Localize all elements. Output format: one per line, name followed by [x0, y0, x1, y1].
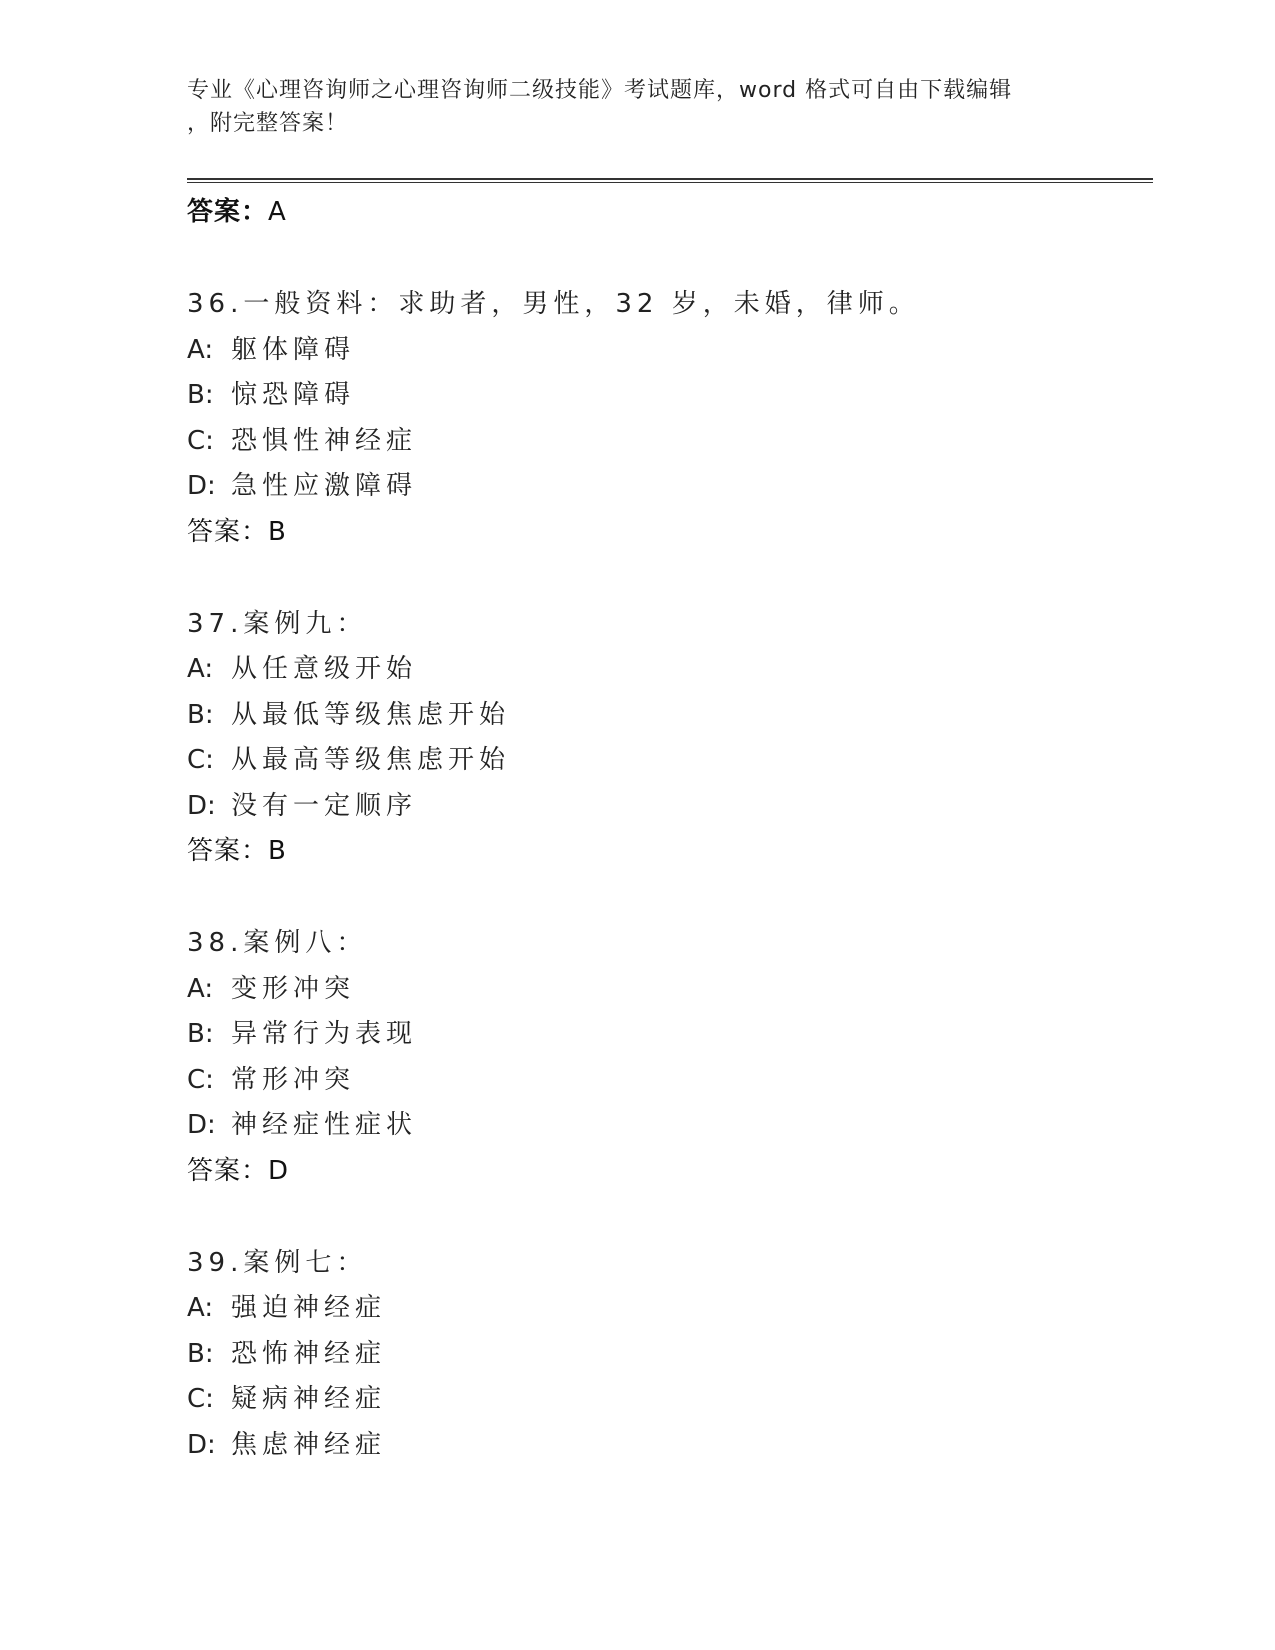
answer-line: 答案：B	[187, 516, 287, 547]
option-text: 恐惧性神经症	[231, 425, 418, 456]
document-header	[187, 74, 1087, 140]
option-text: 变形冲突	[231, 973, 356, 1004]
answer-value: A	[268, 197, 287, 227]
answer-line: 答案：D	[187, 1155, 290, 1186]
option-label: C:	[187, 425, 214, 456]
option-text: 恐怖神经症	[231, 1338, 387, 1369]
question-item	[187, 1241, 1137, 1469]
option-b	[187, 1332, 1137, 1378]
option-c	[187, 738, 1137, 784]
option-label: D:	[187, 471, 216, 501]
answer-line: 答案：B	[187, 836, 287, 866]
answer-line	[187, 190, 1137, 235]
option-a	[187, 328, 1137, 374]
option-b	[187, 1012, 1137, 1058]
option-label: A:	[187, 1293, 214, 1323]
option-d	[187, 784, 1137, 830]
header-line-1: 专业《心理咨询师之心理咨询师二级技能》考试题库，word 格式可自由下载编辑	[187, 78, 1013, 103]
option-label: D:	[187, 1110, 216, 1140]
option-text: 常形冲突	[231, 1064, 356, 1095]
question-item	[187, 921, 1137, 1194]
option-label: A:	[187, 334, 214, 365]
option-label: C:	[187, 1064, 214, 1095]
option-text: 疑病神经症	[231, 1384, 387, 1414]
question-stem: 36.一般资料：求助者，男性，32 岁，未婚，律师。	[187, 289, 920, 319]
option-label: B:	[187, 699, 214, 730]
option-d	[187, 464, 1137, 510]
question-item	[187, 602, 1137, 875]
option-label: B:	[187, 1019, 214, 1049]
option-label: C:	[187, 1384, 214, 1414]
option-text: 强迫神经症	[231, 1293, 387, 1323]
option-label: B:	[187, 1338, 214, 1369]
header-line-2: ，附完整答案！	[187, 111, 349, 136]
option-text: 躯体障碍	[231, 334, 356, 365]
option-label: C:	[187, 745, 214, 775]
option-text: 神经症性症状	[231, 1110, 418, 1140]
option-d	[187, 1103, 1137, 1149]
option-c	[187, 419, 1137, 465]
option-label: D:	[187, 790, 216, 821]
option-label: A:	[187, 973, 214, 1004]
option-text: 急性应激障碍	[231, 471, 418, 501]
header-divider-thick	[187, 178, 1153, 180]
question-item	[187, 282, 1137, 555]
option-c	[187, 1377, 1137, 1423]
option-a	[187, 647, 1137, 693]
option-a	[187, 967, 1137, 1013]
header-divider-thin	[187, 182, 1153, 183]
option-text: 异常行为表现	[231, 1019, 418, 1049]
option-d	[187, 1423, 1137, 1469]
question-stem: 37.案例九：	[187, 608, 368, 639]
option-text: 没有一定顺序	[231, 790, 418, 821]
answer-label: 答案：	[187, 197, 269, 227]
option-label: D:	[187, 1429, 216, 1460]
option-text: 焦虑神经症	[231, 1429, 387, 1460]
option-text: 从任意级开始	[231, 654, 418, 684]
option-label: B:	[187, 380, 214, 410]
question-stem: 38.案例八：	[187, 928, 368, 958]
option-c	[187, 1058, 1137, 1104]
option-b	[187, 373, 1137, 419]
option-text: 从最低等级焦虑开始	[231, 699, 511, 730]
option-b	[187, 693, 1137, 739]
question-stem: 39.案例七：	[187, 1247, 368, 1278]
option-label: A:	[187, 654, 214, 684]
option-text: 从最高等级焦虑开始	[231, 745, 511, 775]
question-list	[187, 190, 1137, 1468]
option-a	[187, 1286, 1137, 1332]
option-text: 惊恐障碍	[231, 380, 356, 410]
